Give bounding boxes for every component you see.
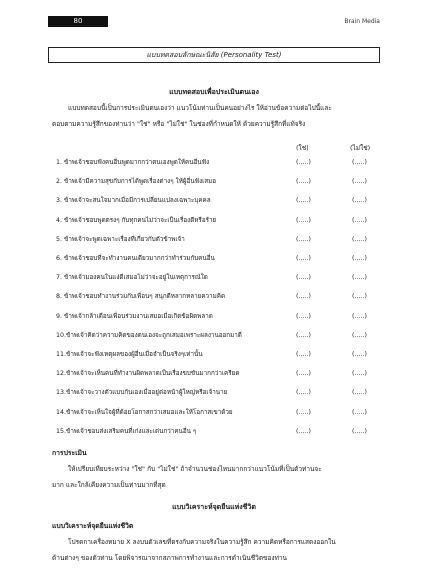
answer-yes-blank[interactable]: (.....): [296, 427, 311, 435]
evaluation-title: การประเมิน: [52, 449, 87, 457]
answer-no-blank[interactable]: (.....): [352, 216, 367, 224]
answer-yes-blank[interactable]: (.....): [296, 389, 311, 397]
question-row: [56, 195, 374, 207]
answer-yes-blank[interactable]: (.....): [296, 178, 311, 186]
question-row: [56, 426, 374, 438]
intro-line-1: แบบทดสอบนี้เป็นการประเมินตนเองว่า แนวโน้มท่านเป็นคนอย่างไร ให้อ่านข้อความต่อไปนี้และ: [68, 104, 332, 112]
question-text: 12.ข้าพเจ้าจะเห็นคนที่ทำงานผิดพลาดเป็นเรื่องขบขันมากกว่าเครียด: [56, 370, 240, 378]
question-row: [56, 176, 374, 188]
answer-yes-blank[interactable]: (.....): [296, 197, 311, 205]
question-text: 11.ข้าพเจ้าจะฟังเหตุผลของผู้อื่นเมื่อจำเป็นจริงๆเท่านั้น: [56, 351, 203, 358]
page-number: 80: [73, 17, 83, 25]
answer-yes-blank[interactable]: (.....): [296, 312, 311, 320]
test-title-box: แบบทดสอบลักษณะนิสัย (Personality Test): [48, 47, 380, 63]
answer-no-blank[interactable]: (.....): [352, 427, 367, 435]
question-row: [56, 215, 374, 227]
question-row: [56, 387, 374, 399]
answer-yes-blank[interactable]: (.....): [296, 274, 311, 282]
question-text: 2. ข้าพเจ้ามีความสุขกับการได้พูดเรื่องต่างๆ ให้ผู้อื่นฟังเสมอ: [56, 178, 217, 186]
question-text: 10.ข้าพเจ้าคิดว่าความคิดของตนเองจะถูกเสมอเพราะผลงานออกมาดี: [56, 331, 242, 339]
answer-no-blank[interactable]: (.....): [352, 331, 367, 339]
answer-no-blank[interactable]: (.....): [352, 408, 367, 416]
answer-yes-blank[interactable]: (.....): [296, 216, 311, 224]
question-text: 5. ข้าพเจ้าจะพูดเฉพาะเรื่องที่เกี่ยวกับตัวข้าพเจ้า: [56, 235, 185, 243]
section-title-life-position: แบบวิเคราะห์จุดยืนแห่งชีวิต: [172, 503, 256, 511]
question-row: [56, 272, 374, 284]
question-text: 8. ข้าพเจ้าชอบทำงานร่วมกับเพื่อนๆ สนุกดีหลากหลายความคิด: [56, 293, 226, 301]
answer-no-blank[interactable]: (.....): [352, 312, 367, 320]
answer-yes-blank[interactable]: (.....): [296, 235, 311, 243]
publisher-name: Brain Media: [344, 18, 380, 25]
answer-no-blank[interactable]: (.....): [352, 274, 367, 282]
column-header-no: (ไม่ใช่): [350, 144, 371, 152]
answer-yes-blank[interactable]: (.....): [296, 370, 311, 378]
question-row: [56, 291, 374, 303]
question-row: [56, 349, 374, 361]
answer-no-blank[interactable]: (.....): [352, 159, 367, 166]
question-row: [56, 368, 374, 380]
answer-no-blank[interactable]: (.....): [352, 293, 367, 301]
answer-yes-blank[interactable]: (.....): [296, 351, 311, 358]
life-position-line-2: ด้านต่างๆ ของตัวท่าน โดยพิจารณาจากสภาพการทำงานและการดำเนินชีวิตของท่าน: [52, 554, 287, 562]
section-title-self-assessment: แบบทดสอบเพื่อประเมินตนเอง: [169, 88, 259, 96]
question-text: 14.ข้าพเจ้าจะเห็นใจผู้ที่ด้อยโอกาสกว่าเสมอและให้โอกาสเขาด้วย: [56, 408, 233, 416]
question-row: [56, 157, 374, 169]
answer-yes-blank[interactable]: (.....): [296, 159, 311, 166]
answer-yes-blank[interactable]: (.....): [296, 331, 311, 339]
column-header-yes: (ใช่): [296, 144, 309, 152]
evaluation-line-2: มาก และใกล้เคียงความเป็นท่านมากที่สุด: [52, 481, 166, 489]
answer-yes-blank[interactable]: (.....): [296, 255, 311, 262]
answer-no-blank[interactable]: (.....): [352, 197, 367, 205]
question-text: 7. ข้าพเจ้ามองคนในแง่ดีเสมอไม่ว่าจะอยู่ในเหตุการณ์ใด: [56, 274, 208, 282]
question-text: 1. ข้าพเจ้าชอบฟังคนอื่นพูดมากกว่าตนเองพูดให้คนอื่นฟัง: [56, 159, 210, 166]
question-row: [56, 253, 374, 265]
intro-line-2: ตอบตามความรู้สึกของท่านว่า "ใช่" หรือ "ไม่ใช่" ในช่องที่กำหนดให้ ด้วยความรู้สึกที่แท้จริง: [52, 120, 306, 128]
question-text: 9. ข้าพเจ้ากล้าเตือนเพื่อนร่วมงานเสมอเมื่อเกิดข้อผิดพลาด: [56, 312, 213, 320]
answer-no-blank[interactable]: (.....): [352, 178, 367, 186]
answer-no-blank[interactable]: (.....): [352, 370, 367, 378]
answer-no-blank[interactable]: (.....): [352, 255, 367, 262]
question-text: 15.ข้าพเจ้าชอบส่งเสริมคนที่เก่งและเด่นกว่าคนอื่น ๆ: [56, 427, 197, 435]
question-row: [56, 234, 374, 246]
life-position-subtitle: แบบวิเคราะห์จุดยืนแห่งชีวิต: [52, 522, 134, 530]
question-text: 4. ข้าพเจ้าชอบพูดตรงๆ กับทุกคนไม่ว่าจะเป็นเรื่องดีหรือร้าย: [56, 216, 217, 224]
answer-yes-blank[interactable]: (.....): [296, 408, 311, 416]
answer-yes-blank[interactable]: (.....): [296, 293, 311, 301]
question-row: [56, 407, 374, 419]
answer-no-blank[interactable]: (.....): [352, 351, 367, 358]
question-row: [56, 311, 374, 323]
life-position-line-1: โปรดกาเครื่องหมาย X ลงบนตัวเลขที่ตรงกับความจริงในความรู้สึก ความคิดหรือการแสดงออกใน: [68, 538, 336, 546]
answer-no-blank[interactable]: (.....): [352, 235, 367, 243]
question-text: 13.ข้าพเจ้าจะวางตัวแบบกันเองเมื่ออยู่ต่อหน้าผู้ใหญ่หรือเจ้านาย: [56, 389, 228, 397]
question-text: 3. ข้าพเจ้าจะสนใจมากเมื่อมีการเปลี่ยนแปลงเฉพาะบุคคล: [56, 197, 211, 205]
question-row: [56, 330, 374, 342]
question-text: 6. ข้าพเจ้าชอบที่จะทำงานคนเดียวมากกว่าทำร่วมกับคนอื่น: [56, 255, 215, 262]
evaluation-line-1: ให้เปรียบเทียบระหว่าง "ใช่" กับ "ไม่ใช่" ถ้าจำนวนช่องไหนมากกว่าแนวโน้มที่เป็นตัวท่านจะ: [68, 465, 322, 473]
answer-no-blank[interactable]: (.....): [352, 389, 367, 397]
